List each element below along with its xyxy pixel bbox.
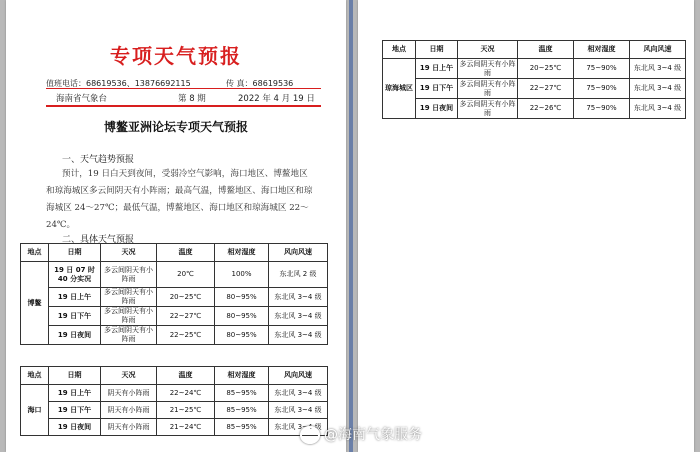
table-row [21, 402, 328, 419]
temperature-cell: 21~24℃ [157, 419, 215, 436]
wind-cell: 东北风 3~4 级 [269, 326, 328, 345]
date-cell: 19 日上午 [416, 59, 458, 79]
date-cell: 19 日夜间 [49, 419, 101, 436]
column-header: 温度 [518, 41, 574, 59]
temperature-cell: 20~25℃ [157, 288, 215, 307]
table-row [21, 326, 328, 345]
temperature-cell: 22~26℃ [518, 99, 574, 119]
fax-value: 68619536 [252, 79, 294, 88]
weather-cell: 阴天有小阵雨 [101, 402, 157, 419]
temperature-cell: 20℃ [157, 262, 215, 288]
column-header: 相对湿度 [215, 244, 269, 262]
column-header: 温度 [157, 367, 215, 385]
forecast-table-qionghai [382, 40, 686, 119]
fax-label: 传 真： [226, 79, 253, 88]
weather-cell: 阴天有小阵雨 [101, 419, 157, 436]
weather-cell: 多云间阴天有小阵雨 [459, 59, 516, 77]
humidity-cell: 85~95% [215, 419, 269, 436]
issuing-org: 海南省气象台 [56, 94, 108, 104]
humidity-cell: 85~95% [215, 402, 269, 419]
duty-phone-value: 68619536、13876692115 [86, 79, 191, 88]
column-header: 风向风速 [630, 41, 686, 59]
section-detail-heading: 二、具体天气预报 [62, 235, 135, 245]
temperature-cell: 20~25℃ [518, 59, 574, 79]
header-rule-bottom [46, 105, 321, 107]
date-cell: 19 日上午 [49, 288, 101, 307]
wind-cell: 东北风 3~4 级 [630, 59, 686, 79]
column-header: 地点 [21, 367, 49, 385]
humidity-cell: 100% [215, 262, 269, 288]
weather-cell: 多云间阴天有小阵雨 [459, 79, 516, 97]
wind-cell: 东北风 3~4 级 [630, 79, 686, 99]
wind-cell: 东北风 3~4 级 [269, 419, 328, 436]
date-cell: 19 日夜间 [49, 326, 101, 345]
wind-cell: 东北风 3~4 级 [269, 385, 328, 402]
table-row [21, 385, 328, 402]
column-header: 相对湿度 [574, 41, 630, 59]
column-header: 天况 [101, 244, 157, 262]
date-cell: 19 日上午 [49, 385, 101, 402]
report-title: 专项天气预报 [110, 44, 242, 68]
humidity-cell: 80~95% [215, 326, 269, 345]
temperature-cell: 21~25℃ [157, 402, 215, 419]
date-cell: 19 日下午 [49, 402, 101, 419]
column-header: 日期 [49, 367, 101, 385]
wind-cell: 东北风 3~4 级 [269, 307, 328, 326]
column-header: 天况 [458, 41, 518, 59]
column-header: 日期 [49, 244, 101, 262]
temperature-cell: 22~25℃ [157, 326, 215, 345]
page-divider [349, 0, 353, 452]
issue-number: 第 8 期 [178, 94, 206, 104]
date-cell: 19 日夜间 [416, 99, 458, 119]
column-header: 相对湿度 [215, 367, 269, 385]
humidity-cell: 80~95% [215, 307, 269, 326]
wind-cell: 东北风 2 级 [269, 262, 328, 288]
table-row [21, 288, 328, 307]
weather-cell: 多云间阴天有小阵雨 [101, 307, 157, 326]
weather-cell: 多云间阴天有小阵雨 [101, 262, 157, 288]
place-cell: 琼海城区 [383, 59, 416, 119]
date-cell: 19 日下午 [416, 79, 458, 99]
forecast-table-boao [20, 243, 328, 345]
document-page-1 [6, 0, 346, 452]
table-row [383, 79, 686, 99]
weather-cell: 多云间阴天有小阵雨 [101, 326, 157, 345]
date-cell: 19 日下午 [49, 307, 101, 326]
column-header: 天况 [101, 367, 157, 385]
column-header: 地点 [383, 41, 416, 59]
forecast-table-haikou [20, 366, 328, 436]
watermark-text: @海南气象服务 [324, 427, 422, 443]
column-header: 风向风速 [269, 367, 328, 385]
humidity-cell: 85~95% [215, 385, 269, 402]
humidity-cell: 75~90% [574, 79, 630, 99]
column-header: 地点 [21, 244, 49, 262]
place-cell: 海口 [21, 385, 49, 436]
duty-phone-label: 值班电话： [46, 79, 86, 88]
table-row [383, 59, 686, 79]
temperature-cell: 22~27℃ [518, 79, 574, 99]
date-cell: 19 日 07 时 40 分实况 [49, 262, 101, 288]
wind-cell: 东北风 3~4 级 [269, 288, 328, 307]
column-header: 风向风速 [269, 244, 328, 262]
temperature-cell: 22~24℃ [157, 385, 215, 402]
watermark [300, 424, 422, 444]
document-page-2 [358, 0, 694, 452]
column-header: 日期 [416, 41, 458, 59]
weibo-icon [300, 426, 320, 444]
temperature-cell: 22~27℃ [157, 307, 215, 326]
weather-cell: 阴天有小阵雨 [101, 385, 157, 402]
issue-date: 2022 年 4 月 19 日 [238, 94, 315, 104]
document-title: 博鳌亚洲论坛专项天气预报 [103, 120, 248, 134]
section-trend-body: 预计，19 日白天到夜间，受弱冷空气影响，海口地区、博鳌地区和琼海城区多云间阴天有小阵雨；最高气温，博鳌地区、海口地区和琼海城区 24～27℃；最低气温，博鳌地区、海口地区和琼海城区 22～24℃。 [46, 169, 313, 230]
section-trend-heading: 一、天气趋势预报 [62, 155, 135, 165]
wind-cell: 东北风 3~4 级 [269, 402, 328, 419]
weather-cell: 多云间阴天有小阵雨 [459, 99, 516, 117]
table-row [21, 262, 328, 288]
humidity-cell: 75~90% [574, 99, 630, 119]
header-rule-top [46, 88, 321, 89]
humidity-cell: 80~95% [215, 288, 269, 307]
humidity-cell: 75~90% [574, 59, 630, 79]
column-header: 温度 [157, 244, 215, 262]
table-row [21, 419, 328, 436]
weather-cell: 多云间阴天有小阵雨 [101, 288, 157, 307]
place-cell: 博鳌 [21, 262, 49, 345]
table-row [383, 99, 686, 119]
table-row [21, 307, 328, 326]
wind-cell: 东北风 3~4 级 [630, 99, 686, 119]
